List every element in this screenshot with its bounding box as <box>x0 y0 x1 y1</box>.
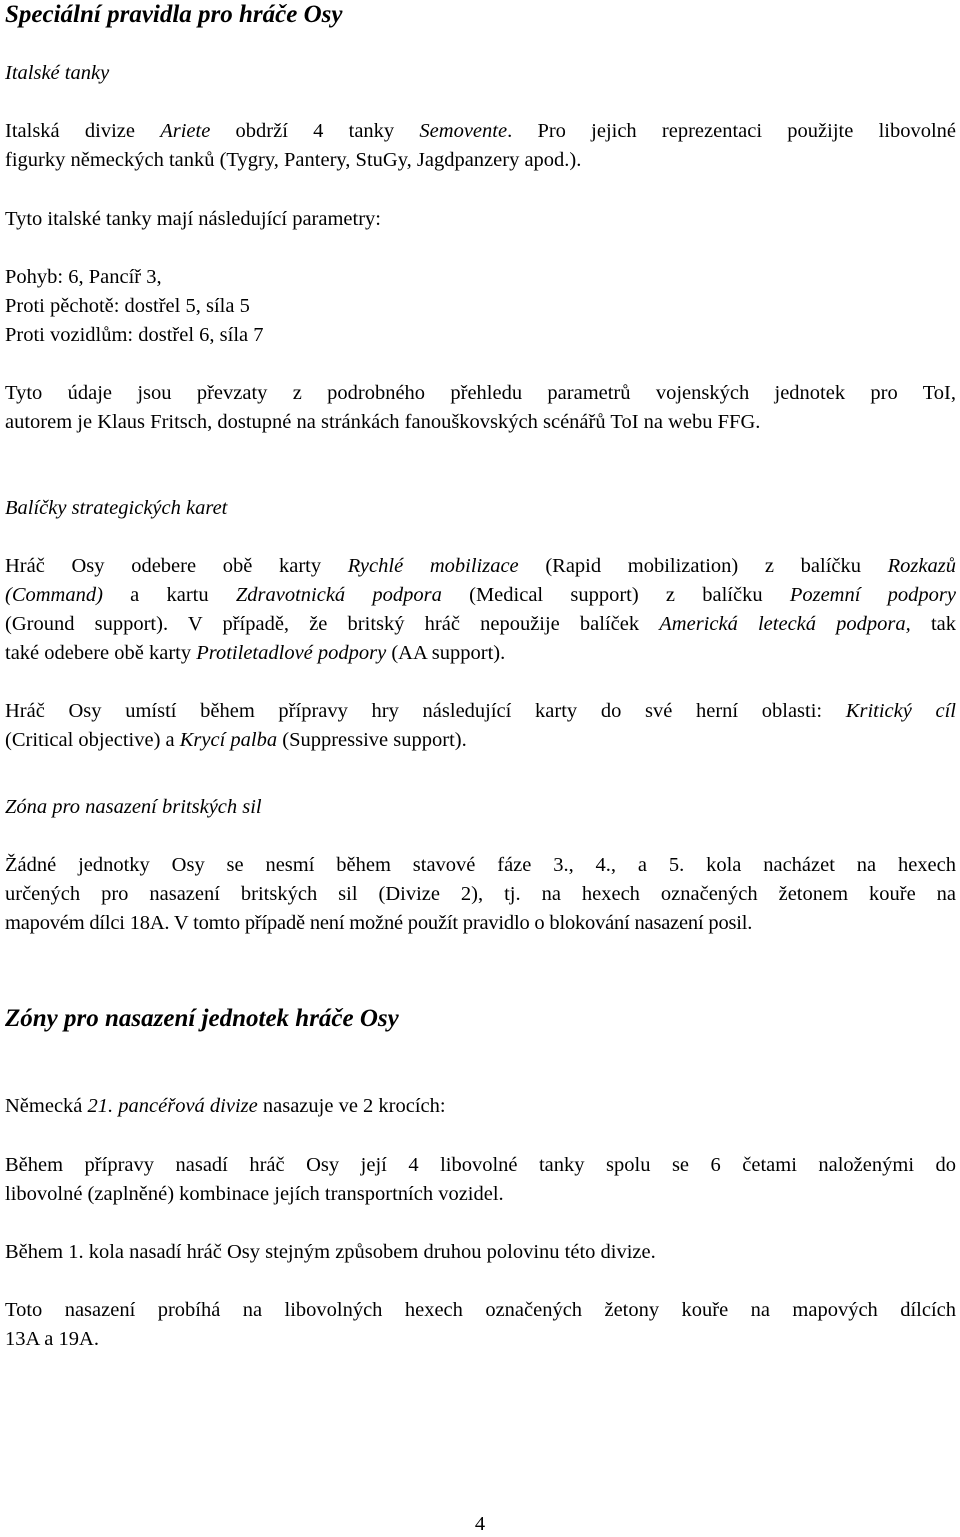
italian-paragraph-line-2: figurky německých tanků (Tygry, Pantery, StuGy, Jagdpanzery apod.). <box>5 149 582 171</box>
italian-stat-vs-vehicles: Proti vozidlům: dostřel 6, síla 7 <box>5 324 264 346</box>
axis-zones-intro: Německá 21. pancéřová divize nasazuje ve 2 krocích: <box>5 1095 446 1117</box>
axis-deploy-location-line-1: Toto nasazení probíhá na libovolných hexech označených žetony kouře na mapových dílcích <box>5 1299 956 1321</box>
cards-paragraph-line-3: (Ground support). V případě, že britský hráč nepoužije balíček Americká letecká podpora, tak <box>5 613 956 635</box>
page-heading: Speciální pravidla pro hráče Osy <box>5 1 343 28</box>
british-zone-line-2: určených pro nasazení britských sil (Divize 2), tj. na hexech označených žetonem kouře na <box>5 883 956 905</box>
page-number: 4 <box>474 1513 486 1535</box>
section-subheading-strategic-cards: Balíčky strategických karet <box>5 497 228 519</box>
axis-setup-line-2: libovolné (zaplněné) kombinace jejích transportních vozidel. <box>5 1183 504 1205</box>
cards-setup-line-1: Hráč Osy umístí během přípravy hry následující karty do své herní oblasti: Kritický cíl <box>5 700 956 722</box>
italian-paragraph-line-1: Italská divize Ariete obdrží 4 tanky Semovente. Pro jejich reprezentaci použijte libovolné <box>5 120 957 142</box>
source-note-line-1: Tyto údaje jsou převzaty z podrobného přehledu parametrů vojenských jednotek pro ToI, <box>5 382 956 404</box>
section-subheading-british-zone: Zóna pro nasazení britských sil <box>5 796 262 818</box>
cards-paragraph-line-2: (Command) a kartu Zdravotnická podpora (Medical support) z balíčku Pozemní podpory <box>5 584 956 606</box>
italian-stat-vs-infantry: Proti pěchotě: dostřel 5, síla 5 <box>5 295 250 317</box>
italian-stat-movement: Pohyb: 6, Pancíř 3, <box>5 266 162 288</box>
axis-round-one: Během 1. kola nasadí hráč Osy stejným způsobem druhou polovinu této divize. <box>5 1241 656 1263</box>
source-note-line-2: autorem je Klaus Fritsch, dostupné na stránkách fanouškovských scénářů ToI na webu FFG. <box>5 411 761 433</box>
cards-paragraph-line-1: Hráč Osy odebere obě karty Rychlé mobilizace (Rapid mobilization) z balíčku Rozkazů <box>5 555 956 577</box>
axis-setup-line-1: Během přípravy nasadí hráč Osy její 4 libovolné tanky spolu se 6 četami naloženými do <box>5 1154 956 1176</box>
cards-paragraph-line-4: také odebere obě karty Protiletadlové podpory (AA support). <box>5 642 506 664</box>
british-zone-line-1: Žádné jednotky Osy se nesmí během stavové fáze 3., 4., a 5. kola nacházet na hexech <box>5 854 956 876</box>
italian-parameters-intro: Tyto italské tanky mají následující parametry: <box>5 208 381 230</box>
section-subheading-italian-tanks: Italské tanky <box>5 62 110 84</box>
section-heading-axis-zones: Zóny pro nasazení jednotek hráče Osy <box>5 1005 399 1032</box>
british-zone-line-3: mapovém dílci 18A. V tomto případě není možné použít pravidlo o blokování nasazení posil. <box>5 912 753 934</box>
axis-deploy-location-line-2: 13A a 19A. <box>5 1328 99 1350</box>
cards-setup-line-2: (Critical objective) a Krycí palba (Suppressive support). <box>5 729 467 751</box>
